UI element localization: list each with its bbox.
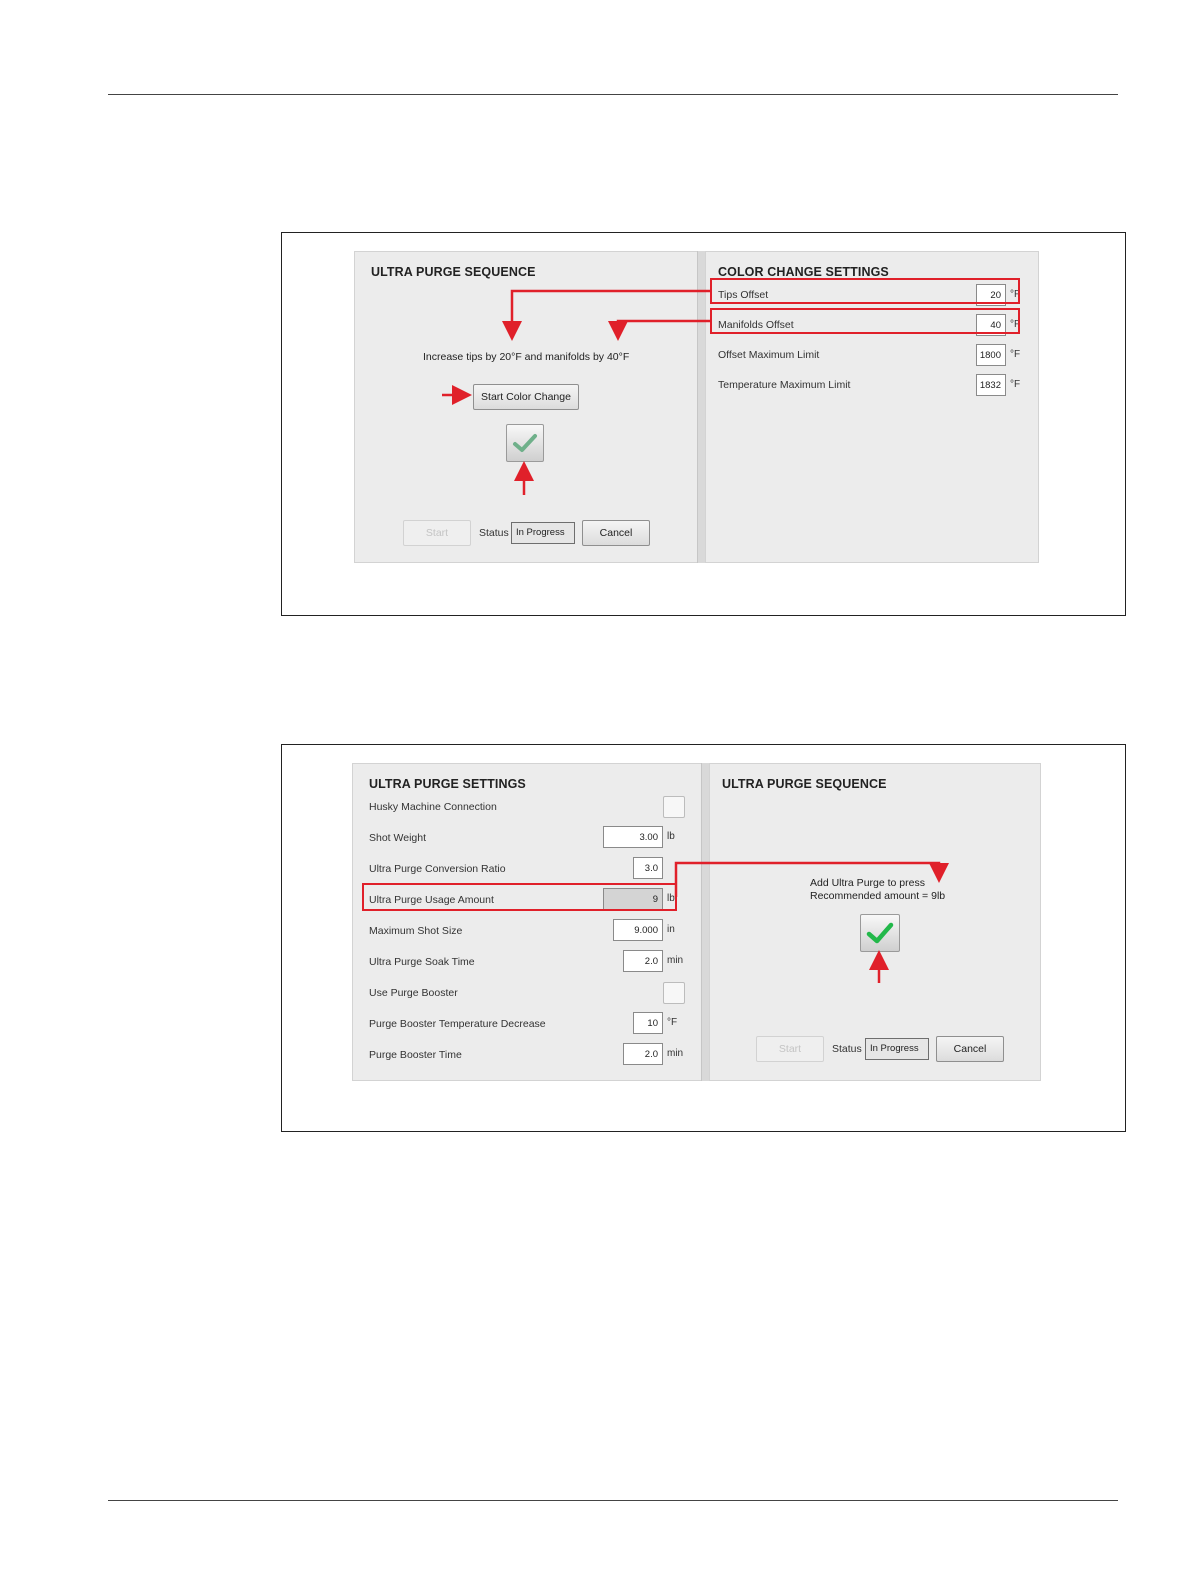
offset-maximum-limit-unit: °F bbox=[1010, 349, 1021, 360]
usage-amount-label: Ultra Purge Usage Amount bbox=[369, 894, 494, 906]
booster-temperature-decrease-field[interactable]: 10 bbox=[633, 1012, 663, 1034]
start-color-change-button[interactable]: Start Color Change bbox=[473, 384, 579, 410]
soak-time-field[interactable]: 2.0 bbox=[623, 950, 663, 972]
shot-weight-field[interactable]: 3.00 bbox=[603, 826, 663, 848]
panel-title: ULTRA PURGE SEQUENCE bbox=[371, 265, 536, 279]
annotation-arrows bbox=[282, 233, 1127, 617]
maximum-shot-size-field[interactable]: 9.000 bbox=[613, 919, 663, 941]
booster-time-label: Purge Booster Time bbox=[369, 1049, 462, 1061]
husky-machine-connection-label: Husky Machine Connection bbox=[369, 801, 497, 813]
manifolds-offset-label: Manifolds Offset bbox=[718, 319, 794, 331]
start-button[interactable]: Start bbox=[756, 1036, 824, 1062]
annotation-arrows bbox=[282, 745, 1127, 1133]
booster-time-unit: min bbox=[667, 1048, 684, 1059]
cancel-button[interactable]: Cancel bbox=[582, 520, 650, 546]
booster-temperature-decrease-unit: °F bbox=[667, 1017, 678, 1028]
maximum-shot-size-label: Maximum Shot Size bbox=[369, 925, 463, 937]
booster-time-field[interactable]: 2.0 bbox=[623, 1043, 663, 1065]
offset-maximum-limit-field[interactable]: 1800 bbox=[976, 344, 1006, 366]
header-rule bbox=[108, 94, 1118, 95]
status-value: In Progress bbox=[865, 1038, 929, 1060]
status-label: Status bbox=[832, 1043, 862, 1055]
status-label: Status bbox=[479, 527, 509, 539]
tips-offset-label: Tips Offset bbox=[718, 289, 769, 301]
use-purge-booster-label: Use Purge Booster bbox=[369, 987, 458, 999]
sequence-message-line1: Add Ultra Purge to press bbox=[810, 877, 925, 889]
cancel-button[interactable]: Cancel bbox=[936, 1036, 1004, 1062]
offset-maximum-limit-label: Offset Maximum Limit bbox=[718, 349, 820, 361]
usage-amount-unit: lb bbox=[667, 893, 675, 904]
figure-color-change bbox=[281, 232, 1126, 616]
temperature-maximum-limit-unit: °F bbox=[1010, 379, 1021, 390]
tips-offset-unit: °F bbox=[1010, 289, 1021, 300]
manifolds-offset-field[interactable]: 40 bbox=[976, 314, 1006, 336]
footer-rule bbox=[108, 1500, 1118, 1501]
panel-title: ULTRA PURGE SETTINGS bbox=[369, 777, 526, 791]
conversion-ratio-field[interactable]: 3.0 bbox=[633, 857, 663, 879]
figure-ultra-purge bbox=[281, 744, 1126, 1132]
soak-time-unit: min bbox=[667, 955, 684, 966]
shot-weight-unit: lb bbox=[667, 831, 675, 842]
status-value: In Progress bbox=[511, 522, 575, 544]
soak-time-label: Ultra Purge Soak Time bbox=[369, 956, 475, 968]
panel-title: COLOR CHANGE SETTINGS bbox=[718, 265, 889, 279]
manifolds-arrow bbox=[618, 321, 710, 331]
sequence-message-line2: Recommended amount = 9lb bbox=[810, 890, 946, 902]
conversion-ratio-label: Ultra Purge Conversion Ratio bbox=[369, 863, 506, 875]
maximum-shot-size-unit: in bbox=[667, 924, 675, 935]
tips-arrow bbox=[512, 291, 710, 331]
booster-temperature-decrease-label: Purge Booster Temperature Decrease bbox=[369, 1018, 546, 1030]
temperature-maximum-limit-label: Temperature Maximum Limit bbox=[718, 379, 851, 391]
usage-amount-arrow bbox=[676, 863, 939, 897]
start-button[interactable]: Start bbox=[403, 520, 471, 546]
manifolds-offset-unit: °F bbox=[1010, 319, 1021, 330]
sequence-message: Increase tips by 20°F and manifolds by 40°F bbox=[423, 351, 630, 363]
panel-title: ULTRA PURGE SEQUENCE bbox=[722, 777, 887, 791]
tips-offset-field[interactable]: 20 bbox=[976, 284, 1006, 306]
shot-weight-label: Shot Weight bbox=[369, 832, 427, 844]
temperature-maximum-limit-field[interactable]: 1832 bbox=[976, 374, 1006, 396]
usage-amount-field: 9 bbox=[603, 888, 663, 910]
